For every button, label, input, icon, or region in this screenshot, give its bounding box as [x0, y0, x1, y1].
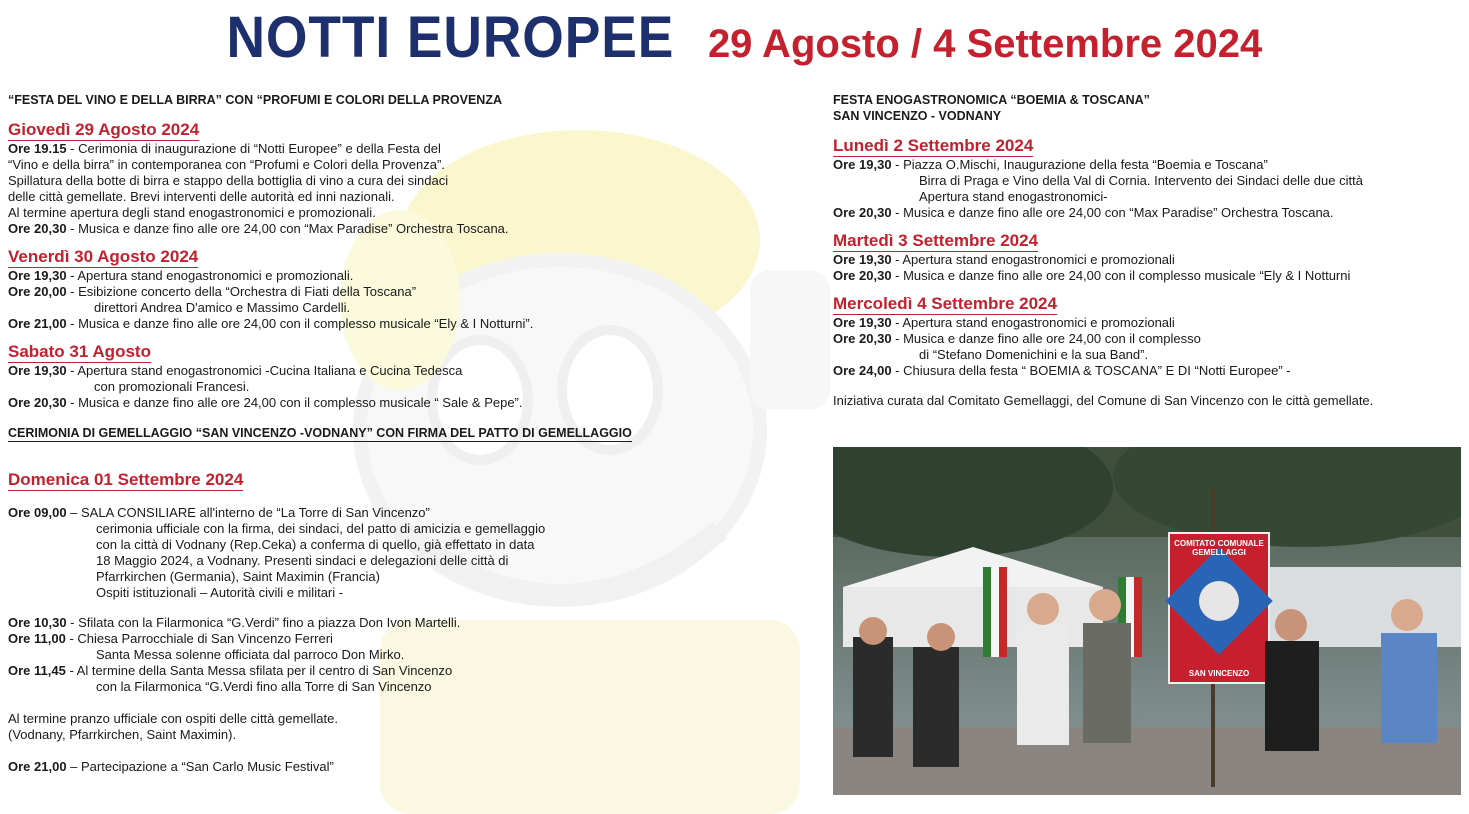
time-label: Ore 19,30 — [833, 252, 892, 267]
time-label: Ore 20,00 — [8, 284, 67, 299]
time-label: Ore 20,30 — [8, 395, 67, 410]
schedule-text: – SALA CONSILIARE all'interno de “La Torre di San Vincenzo” — [66, 505, 430, 520]
schedule-text: Al termine apertura degli stand enogastronomici e promozionali. — [8, 205, 376, 220]
banner-line: SAN VINCENZO — [1188, 669, 1250, 678]
schedule-text: “Vino e della birra” in contemporanea con “Profumi e Colori della Provenza”. — [8, 157, 445, 172]
schedule-text: - Esibizione concerto della “Orchestra di Fiati della Toscana” — [66, 284, 417, 299]
schedule-text: - Sfilata con la Filarmonica “G.Verdi” fino a piazza Don Ivon Martelli. — [66, 615, 461, 630]
day-block-lunedi — [833, 136, 1463, 221]
time-label: Ore 11,45 — [8, 663, 66, 678]
schedule-text: - Apertura stand enogastronomici -Cucina Italiana e Cucina Tedesca — [66, 363, 463, 378]
time-label: Ore 19,30 — [833, 157, 892, 172]
day-title: Giovedì 29 Agosto 2024 — [8, 120, 200, 139]
time-label: Ore 21,00 — [8, 316, 67, 331]
schedule-text: delle città gemellate. Brevi interventi delle autorità ed inni nazionali. — [8, 189, 395, 204]
time-label: Ore 10,30 — [8, 615, 67, 630]
schedule-text: Pfarrkirchen (Germania), Saint Maximin (Francia) — [96, 569, 380, 584]
schedule-text: – Partecipazione a “San Carlo Music Festival” — [66, 759, 334, 774]
footer-note: Iniziativa curata dal Comitato Gemellaggi, del Comune di San Vincenzo con le città gemellate. — [833, 393, 1374, 408]
schedule-text: - Musica e danze fino alle ore 24,00 con il complesso musicale “Ely & I Notturni”. — [66, 316, 534, 331]
schedule-text: con la Filarmonica “G.Verdi fino alla Torre di San Vincenzo — [96, 679, 432, 694]
day-block-mercoledi — [833, 294, 1463, 379]
left-column — [8, 92, 788, 775]
day-title: Lunedì 2 Settembre 2024 — [833, 136, 1034, 155]
time-label: Ore 24,00 — [833, 363, 892, 378]
event-photo — [833, 447, 1461, 795]
day-block-giovedi — [8, 120, 788, 237]
schedule-text: - Musica e danze fino alle ore 24,00 con “Max Paradise” Orchestra Toscana. — [891, 205, 1334, 220]
time-label: Ore 19,30 — [833, 315, 892, 330]
day-block-venerdi — [8, 247, 788, 332]
day-block-sabato — [8, 342, 788, 411]
schedule-text: Spillatura della botte di birra e stappo della bottiglia di vino a cura dei sindaci — [8, 173, 449, 188]
schedule-text: - Apertura stand enogastronomici e promozionali. — [66, 268, 354, 283]
schedule-text: Birra di Praga e Vino della Val di Cornia. Intervento dei Sindaci delle due città — [919, 173, 1363, 188]
event-dates: 29 Agosto / 4 Settembre 2024 — [707, 22, 1263, 66]
banner-line: COMITATO COMUNALE — [1174, 539, 1264, 548]
photo-illustration — [833, 447, 1461, 795]
day-block-martedi — [833, 231, 1463, 284]
time-label: Ore 20,30 — [8, 221, 67, 236]
day-title: Sabato 31 Agosto — [8, 342, 151, 361]
schedule-text: - Al termine della Santa Messa sfilata per il centro di San Vincenzo — [65, 663, 453, 678]
section-title-festa-vino: “FESTA DEL VINO E DELLA BIRRA” CON “PROFUMI E COLORI DELLA PROVENZA — [8, 93, 502, 107]
schedule-text: - Musica e danze fino alle ore 24,00 con il complesso — [891, 331, 1201, 346]
schedule-text: - Chiesa Parrocchiale di San Vincenzo Ferreri — [65, 631, 333, 646]
time-label: Ore 20,30 — [833, 268, 892, 283]
section-title-boemia: FESTA ENOGASTRONOMICA “BOEMIA & TOSCANA” — [833, 93, 1150, 107]
schedule-text: di “Stefano Domenichini e la sua Band”. — [919, 347, 1149, 362]
day-title: Venerdì 30 Agosto 2024 — [8, 247, 199, 266]
schedule-text: - Musica e danze fino alle ore 24,00 con il complesso musicale “ Sale & Pepe”. — [66, 395, 523, 410]
closing-text: (Vodnany, Pfarrkirchen, Saint Maximin). — [8, 727, 237, 742]
schedule-text: con la città di Vodnany (Rep.Ceka) a conferma di quello, già effettato in data — [96, 537, 535, 552]
closing-text: Al termine pranzo ufficiale con ospiti delle città gemellate. — [8, 711, 338, 726]
time-label: Ore 09,00 — [8, 505, 67, 520]
schedule-text: - Piazza O.Mischi, Inaugurazione della festa “Boemia e Toscana” — [891, 157, 1268, 172]
schedule-text: - Musica e danze fino alle ore 24,00 con il complesso musicale “Ely & I Notturni — [891, 268, 1351, 283]
schedule-text: direttori Andrea D'amico e Massimo Cardelli. — [94, 300, 351, 315]
section-subtitle-boemia: SAN VINCENZO - VODNANY — [833, 109, 1002, 123]
schedule-text: - Cerimonia di inaugurazione di “Notti Europee” e della Festa del — [66, 141, 441, 156]
time-label: Ore 20,30 — [833, 205, 892, 220]
banner-line: GEMELLAGGI — [1192, 548, 1246, 557]
schedule-text: con promozionali Francesi. — [94, 379, 250, 394]
time-label: Ore 20,30 — [833, 331, 892, 346]
time-label: Ore 19.15 — [8, 141, 67, 156]
section-title-gemellaggio: CERIMONIA DI GEMELLAGGIO “SAN VINCENZO -VODNANY” CON FIRMA DEL PATTO DI GEMELLAGGIO — [8, 426, 632, 440]
schedule-text: Apertura stand enogastronomici- — [919, 189, 1108, 204]
schedule-text: 18 Maggio 2024, a Vodnany. Presenti sindaci e delegazioni delle città di — [96, 553, 509, 568]
day-block-domenica — [8, 470, 788, 775]
time-label: Ore 19,30 — [8, 363, 67, 378]
right-column — [833, 92, 1463, 409]
schedule-text: - Apertura stand enogastronomici e promozionali — [891, 315, 1175, 330]
schedule-text: - Chiusura della festa “ BOEMIA & TOSCANA” E DI “Notti Europee” - — [891, 363, 1291, 378]
page-header — [0, 4, 1469, 71]
day-title: Martedì 3 Settembre 2024 — [833, 231, 1039, 250]
time-label: Ore 19,30 — [8, 268, 67, 283]
time-label: Ore 11,00 — [8, 631, 66, 646]
schedule-text: - Apertura stand enogastronomici e promozionali — [891, 252, 1175, 267]
schedule-text: Santa Messa solenne officiata dal parroco Don Mirko. — [96, 647, 405, 662]
time-label: Ore 21,00 — [8, 759, 67, 774]
day-title: Mercoledì 4 Settembre 2024 — [833, 294, 1057, 313]
day-title: Domenica 01 Settembre 2024 — [8, 470, 244, 489]
page-title: NOTTI EUROPEE — [226, 5, 675, 70]
schedule-text: cerimonia ufficiale con la firma, dei sindaci, del patto di amicizia e gemellaggio — [96, 521, 546, 536]
schedule-text: Ospiti istituzionali – Autorità civili e militari - — [96, 585, 344, 600]
banner-text — [1169, 539, 1269, 557]
schedule-text: - Musica e danze fino alle ore 24,00 con “Max Paradise” Orchestra Toscana. — [66, 221, 509, 236]
